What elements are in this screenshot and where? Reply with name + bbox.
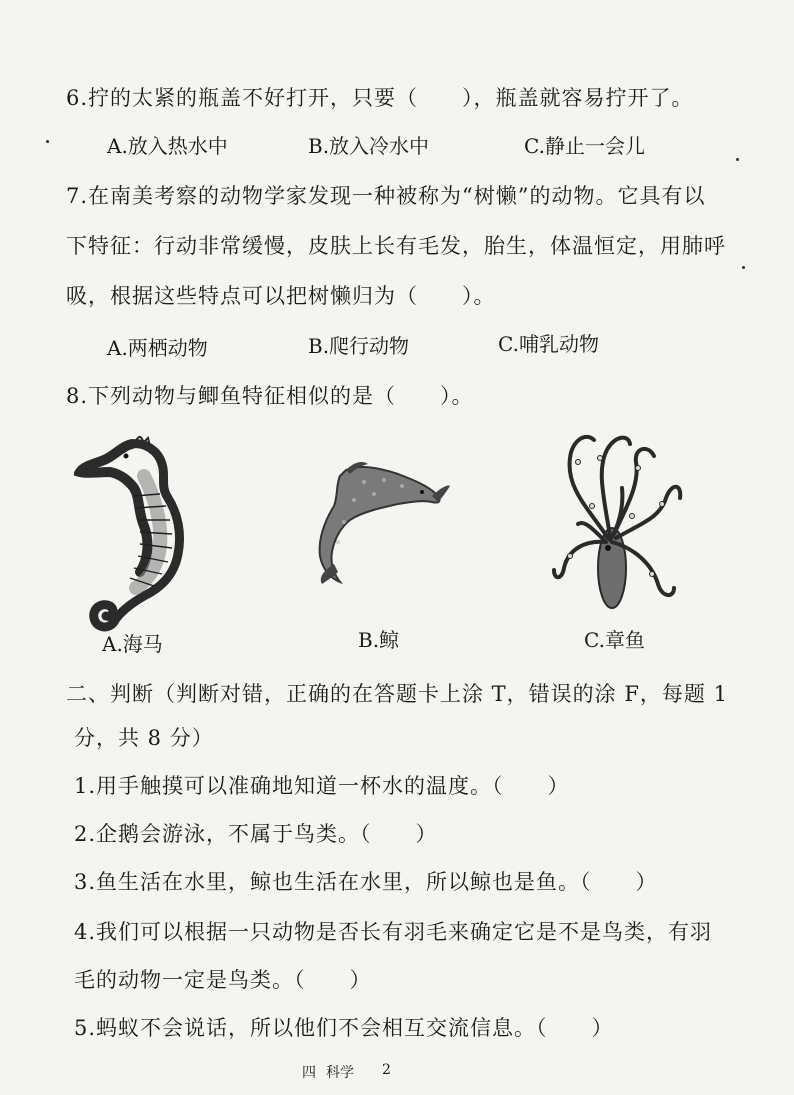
footer-subject: 科学 <box>326 1065 354 1081</box>
question-6-option-a: A.放入热水中 <box>107 134 228 158</box>
seahorse-icon <box>74 436 194 632</box>
section-2-heading-line-2: 分，共 8 分） <box>74 726 214 750</box>
judgement-item-2: 2.企鹅会游泳，不属于鸟类。（ ） <box>74 822 438 846</box>
octopus-icon <box>548 428 688 618</box>
judgement-item-4-line-2: 毛的动物一定是鸟类。（ ） <box>74 968 372 992</box>
footer-grade: 四 <box>302 1065 316 1081</box>
question-7-stem-line-3: 吸，根据这些特点可以把树懒归为（ ）。 <box>66 284 496 308</box>
question-6-option-c: C.静止一会儿 <box>524 134 645 158</box>
scan-speck <box>736 158 739 161</box>
judgement-item-1: 1.用手触摸可以准确地知道一杯水的温度。（ ） <box>74 774 570 798</box>
question-6-stem: 6.拧的太紧的瓶盖不好打开，只要（ ），瓶盖就容易拧开了。 <box>66 86 694 110</box>
scan-speck <box>742 266 745 269</box>
scan-speck <box>46 140 49 143</box>
question-7-option-a: A.两栖动物 <box>107 336 208 360</box>
question-8-option-b: B.鲸 <box>358 628 400 652</box>
question-6-option-b: B.放入冷水中 <box>308 134 430 158</box>
judgement-item-3: 3.鱼生活在水里，鲸也生活在水里，所以鲸也是鱼。（ ） <box>74 870 658 894</box>
judgement-item-5: 5.蚂蚁不会说话，所以他们不会相互交流信息。（ ） <box>74 1016 614 1040</box>
section-2-heading-line-1: 二、判断（判断对错，正确的在答题卡上涂 T，错误的涂 F，每题 1 <box>66 682 728 706</box>
footer-page-number: 2 <box>382 1062 391 1078</box>
question-7-stem-line-2: 下特征：行动非常缓慢，皮肤上长有毛发，胎生，体温恒定，用肺呼 <box>66 234 726 258</box>
question-8-option-c: C.章鱼 <box>584 628 645 652</box>
judgement-item-4-line-1: 4.我们可以根据一只动物是否长有羽毛来确定它是不是鸟类，有羽 <box>74 920 713 944</box>
question-8-stem: 8.下列动物与鲫鱼特征相似的是（ ）。 <box>66 384 474 408</box>
whale-icon <box>314 460 450 586</box>
question-7-option-c: C.哺乳动物 <box>498 332 599 356</box>
question-8-option-a: A.海马 <box>102 632 163 656</box>
question-7-option-b: B.爬行动物 <box>308 334 410 358</box>
question-7-stem-line-1: 7.在南美考察的动物学家发现一种被称为“树懒”的动物。它具有以 <box>66 184 706 208</box>
